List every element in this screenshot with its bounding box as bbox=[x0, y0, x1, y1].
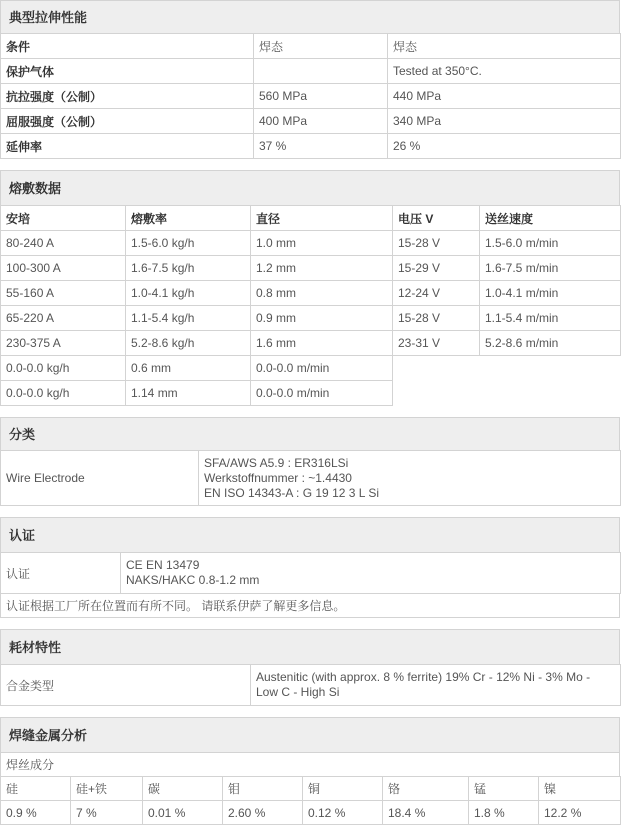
deposition-row bbox=[1, 306, 621, 331]
deposition-cell: 0.9 mm bbox=[251, 306, 393, 331]
tensile-value-1 bbox=[254, 59, 388, 84]
tensile-value-2: 440 MPa bbox=[388, 84, 621, 109]
tensile-property: 延伸率 bbox=[1, 134, 254, 159]
element-name-row bbox=[1, 777, 621, 801]
certification-note: 认证根据工厂所在位置而有所不同。 请联系伊萨了解更多信息。 bbox=[0, 594, 620, 618]
empty-cell bbox=[480, 381, 621, 406]
tensile-row bbox=[1, 59, 621, 84]
deposition-cell: 1.14 mm bbox=[126, 381, 251, 406]
element-value: 0.01 % bbox=[143, 801, 223, 825]
deposition-row bbox=[1, 281, 621, 306]
element-value: 0.9 % bbox=[1, 801, 71, 825]
tensile-value-1: 560 MPa bbox=[254, 84, 388, 109]
classification-values bbox=[199, 451, 621, 506]
deposition-header: 熔敷率 bbox=[126, 206, 251, 231]
weld-metal-table bbox=[0, 776, 621, 825]
tensile-table bbox=[0, 33, 621, 159]
tensile-value-1: 400 MPa bbox=[254, 109, 388, 134]
element-name: 钼 bbox=[223, 777, 303, 801]
deposition-cell: 1.0-4.1 m/min bbox=[480, 281, 621, 306]
tensile-value-2: 340 MPa bbox=[388, 109, 621, 134]
element-value: 1.8 % bbox=[469, 801, 539, 825]
deposition-header: 电压 V bbox=[393, 206, 480, 231]
deposition-row bbox=[1, 231, 621, 256]
tensile-row bbox=[1, 34, 621, 59]
weld-metal-section-title: 焊缝金属分析 bbox=[0, 717, 620, 752]
tensile-property: 条件 bbox=[1, 34, 254, 59]
element-name: 硅+铁 bbox=[71, 777, 143, 801]
deposition-cell: 15-28 V bbox=[393, 306, 480, 331]
deposition-cell: 1.5-6.0 kg/h bbox=[126, 231, 251, 256]
empty-cell bbox=[393, 381, 480, 406]
element-name: 铜 bbox=[303, 777, 383, 801]
deposition-cell: 1.0 mm bbox=[251, 231, 393, 256]
deposition-row bbox=[1, 331, 621, 356]
deposition-cell: 65-220 A bbox=[1, 306, 126, 331]
deposition-cell: 15-29 V bbox=[393, 256, 480, 281]
deposition-cell: 55-160 A bbox=[1, 281, 126, 306]
deposition-cell: 0.0-0.0 m/min bbox=[251, 356, 393, 381]
deposition-cell: 5.2-8.6 kg/h bbox=[126, 331, 251, 356]
element-value: 0.12 % bbox=[303, 801, 383, 825]
deposition-cell: 0.0-0.0 kg/h bbox=[1, 356, 126, 381]
element-name: 碳 bbox=[143, 777, 223, 801]
deposition-extra-row bbox=[1, 356, 621, 381]
certification-section-title: 认证 bbox=[0, 517, 620, 552]
deposition-cell: 1.6-7.5 m/min bbox=[480, 256, 621, 281]
classification-table bbox=[0, 450, 621, 506]
element-value: 18.4 % bbox=[383, 801, 469, 825]
tensile-value-2: 26 % bbox=[388, 134, 621, 159]
tensile-row bbox=[1, 109, 621, 134]
deposition-cell: 0.0-0.0 m/min bbox=[251, 381, 393, 406]
alloy-type-label: 合金类型 bbox=[1, 665, 251, 706]
tensile-value-1: 37 % bbox=[254, 134, 388, 159]
alloy-type-value: Austenitic (with approx. 8 % ferrite) 19% Cr - 12% Ni - 3% Mo - Low C - High Si bbox=[251, 665, 621, 706]
deposition-cell: 1.6-7.5 kg/h bbox=[126, 256, 251, 281]
consumable-section-title: 耗材特性 bbox=[0, 629, 620, 664]
deposition-cell: 1.5-6.0 m/min bbox=[480, 231, 621, 256]
deposition-header: 直径 bbox=[251, 206, 393, 231]
wire-composition-subtitle: 焊丝成分 bbox=[0, 752, 620, 776]
tensile-property: 抗拉强度（公制） bbox=[1, 84, 254, 109]
deposition-cell: 100-300 A bbox=[1, 256, 126, 281]
empty-cell bbox=[393, 356, 480, 381]
classification-section-title: 分类 bbox=[0, 417, 620, 450]
deposition-cell: 1.0-4.1 kg/h bbox=[126, 281, 251, 306]
classification-label: Wire Electrode bbox=[1, 451, 199, 506]
deposition-extra-row bbox=[1, 381, 621, 406]
certification-label: 认证 bbox=[1, 553, 121, 594]
certification-table bbox=[0, 552, 621, 594]
classification-aws: SFA/AWS A5.9 : ER316LSi bbox=[204, 455, 349, 470]
deposition-cell: 0.6 mm bbox=[126, 356, 251, 381]
certification-ce: CE EN 13479 bbox=[126, 558, 200, 572]
element-name: 锰 bbox=[469, 777, 539, 801]
tensile-section-title: 典型拉伸性能 bbox=[0, 0, 620, 33]
tensile-property: 屈服强度（公制） bbox=[1, 109, 254, 134]
deposition-header-row bbox=[1, 206, 621, 231]
deposition-cell: 1.6 mm bbox=[251, 331, 393, 356]
classification-en-iso: EN ISO 14343-A : G 19 12 3 L Si bbox=[204, 485, 379, 500]
deposition-cell: 80-240 A bbox=[1, 231, 126, 256]
deposition-cell: 1.1-5.4 m/min bbox=[480, 306, 621, 331]
certification-values bbox=[121, 553, 621, 594]
deposition-table bbox=[0, 205, 621, 406]
certification-naks: NAKS/HAKC 0.8-1.2 mm bbox=[126, 573, 260, 587]
element-name: 镍 bbox=[539, 777, 621, 801]
tensile-row bbox=[1, 134, 621, 159]
element-value-row bbox=[1, 801, 621, 825]
classification-werkstoff: Werkstoffnummer : ~1.4430 bbox=[204, 470, 352, 485]
deposition-cell: 230-375 A bbox=[1, 331, 126, 356]
deposition-section-title: 熔敷数据 bbox=[0, 170, 620, 205]
deposition-cell: 1.1-5.4 kg/h bbox=[126, 306, 251, 331]
deposition-header: 送丝速度 bbox=[480, 206, 621, 231]
tensile-value-2: 焊态 bbox=[388, 34, 621, 59]
deposition-cell: 15-28 V bbox=[393, 231, 480, 256]
element-name: 铬 bbox=[383, 777, 469, 801]
tensile-value-2: Tested at 350°C. bbox=[388, 59, 621, 84]
consumable-table bbox=[0, 664, 621, 706]
deposition-cell: 0.0-0.0 kg/h bbox=[1, 381, 126, 406]
tensile-value-1: 焊态 bbox=[254, 34, 388, 59]
element-value: 12.2 % bbox=[539, 801, 621, 825]
tensile-property: 保护气体 bbox=[1, 59, 254, 84]
deposition-cell: 12-24 V bbox=[393, 281, 480, 306]
tensile-row bbox=[1, 84, 621, 109]
element-name: 硅 bbox=[1, 777, 71, 801]
deposition-cell: 0.8 mm bbox=[251, 281, 393, 306]
element-value: 2.60 % bbox=[223, 801, 303, 825]
empty-cell bbox=[480, 356, 621, 381]
deposition-cell: 23-31 V bbox=[393, 331, 480, 356]
deposition-cell: 5.2-8.6 m/min bbox=[480, 331, 621, 356]
deposition-row bbox=[1, 256, 621, 281]
element-value: 7 % bbox=[71, 801, 143, 825]
deposition-cell: 1.2 mm bbox=[251, 256, 393, 281]
deposition-header: 安培 bbox=[1, 206, 126, 231]
